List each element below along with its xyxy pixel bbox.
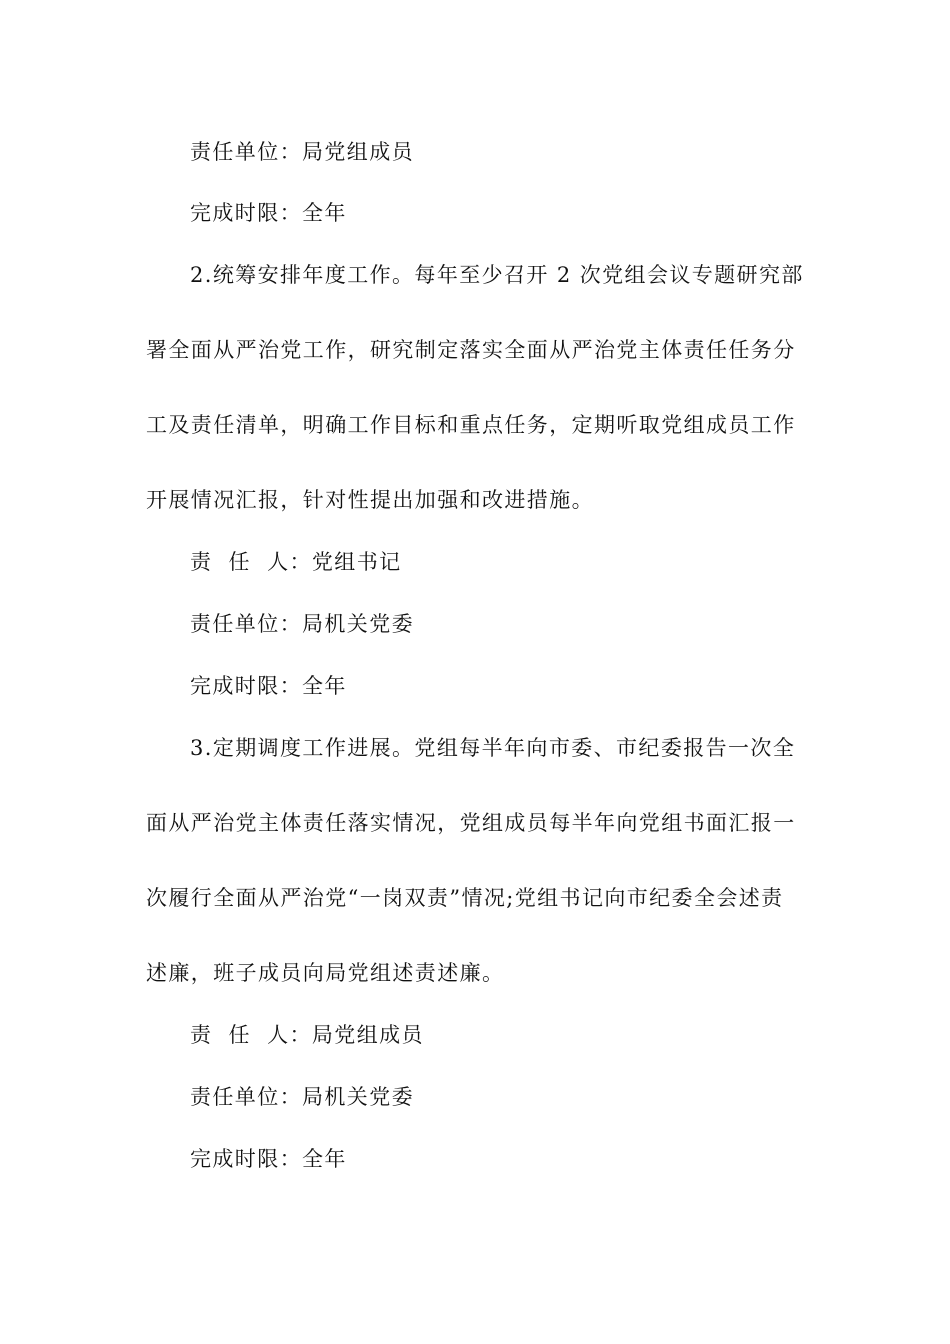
- item3-person: 责 任 人：局党组成员: [190, 1023, 424, 1047]
- item1-deadline: 完成时限：全年: [190, 201, 347, 225]
- item2-body-line-1: 2.统筹安排年度工作。每年至少召开 2 次党组会议专题研究部: [190, 263, 804, 287]
- item2-deadline: 完成时限：全年: [190, 674, 347, 698]
- item2-body-line-4: 开展情况汇报，针对性提出加强和改进措施。: [146, 488, 594, 512]
- item2-person: 责 任 人：党组书记: [190, 550, 402, 574]
- item3-body-line-3: 次履行全面从严治党“一岗双责”情况;党组书记向市纪委全会述责: [146, 886, 784, 910]
- item2-body-line-3: 工及责任清单，明确工作目标和重点任务，定期听取党组成员工作: [146, 413, 796, 437]
- item3-body-line-2: 面从严治党主体责任落实情况，党组成员每半年向党组书面汇报一: [146, 811, 796, 835]
- item3-deadline: 完成时限：全年: [190, 1147, 347, 1171]
- item3-body-line-4: 述廉，班子成员向局党组述责述廉。: [146, 961, 505, 985]
- item1-unit: 责任单位：局党组成员: [190, 140, 414, 164]
- item3-body-line-1: 3.定期调度工作进展。党组每半年向市委、市纪委报告一次全: [190, 736, 796, 760]
- item2-unit: 责任单位：局机关党委: [190, 612, 414, 636]
- item3-unit: 责任单位：局机关党委: [190, 1085, 414, 1109]
- item2-body-line-2: 署全面从严治党工作，研究制定落实全面从严治党主体责任任务分: [146, 338, 796, 362]
